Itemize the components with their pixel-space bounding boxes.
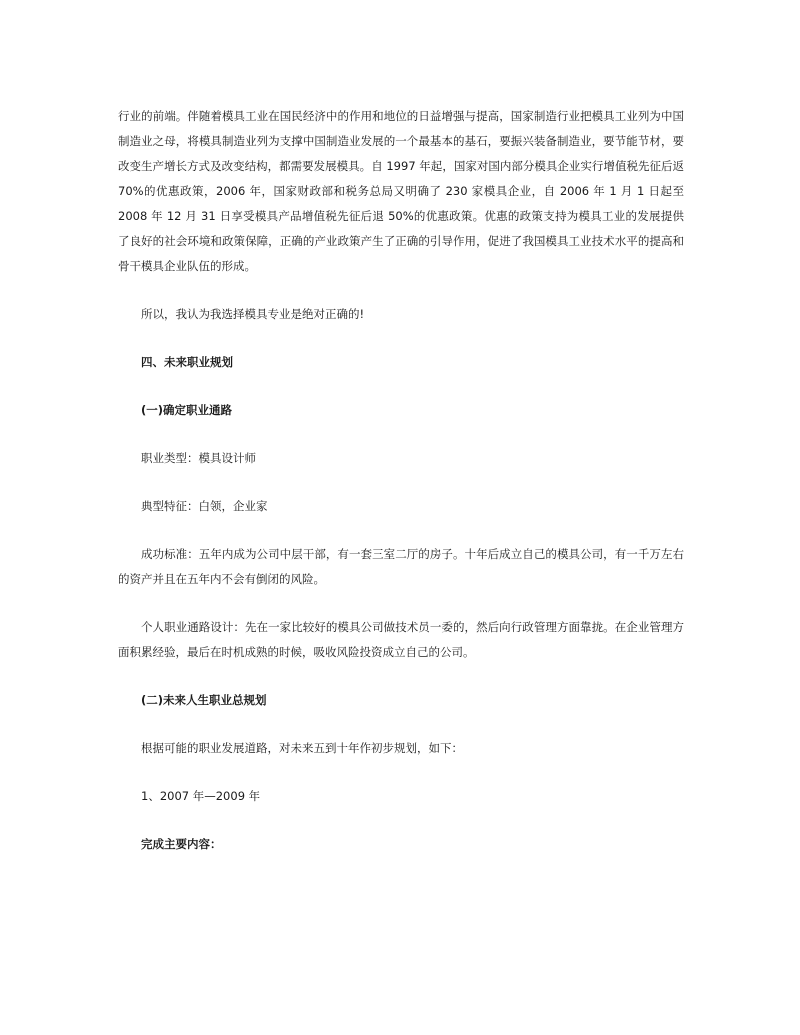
document-page bbox=[118, 104, 684, 857]
paragraph-success-criteria: 成功标准：五年内成为公司中层干部，有一套三室二厅的房子。十年后成立自己的模具公司，有一千万左右的资产并且在五年内不会有倒闭的风险。 bbox=[118, 547, 684, 586]
section-heading-career-plan: 四、未来职业规划 bbox=[141, 355, 233, 369]
paragraph-path-design: 个人职业通路设计：先在一家比较好的模具公司做技术员一委的，然后向行政管理方面靠拢。在企业管理方面积累经验，最后在时机成熟的时候，吸收风险投资成立自己的公司。 bbox=[118, 620, 684, 659]
paragraph-conclusion: 所以，我认为我选择模具专业是绝对正确的! bbox=[141, 307, 365, 321]
paragraph-period-1: 1、2007 年—2009 年 bbox=[141, 789, 261, 803]
paragraph-mold-industry: 行业的前端。伴随着模具工业在国民经济中的作用和地位的日益增强与提高，国家制造行业把模具工业列为中国制造业之母，将模具制造业列为支撑中国制造业发展的一个最基本的基石，要振兴装备制造业，要节能节材，要改变生产增长方式及改变结构，都需要发展模具。自 1997 年起，国家对国内部分模具企业实行增值税先征后返 70%的优惠政策，2006 年，国家财政部和税务总局又明确了 230 家模具企业，自 2006 年 1 月 1 日起至 2008 年 12 月 31 日享受模具产品增值税先征后退 50%的优惠政策。优惠的政策支持为模具工业的发展提供了良好的社会环境和政策保障，正确的产业政策产生了正确的引导作用，促进了我国模具工业技术水平的提高和骨干模具企业队伍的形成。 bbox=[118, 109, 684, 273]
paragraph-career-type: 职业类型：模具设计师 bbox=[141, 451, 256, 465]
paragraph-typical-features: 典型特征：白领，企业家 bbox=[141, 499, 268, 513]
paragraph-plan-intro: 根据可能的职业发展道路，对未来五到十年作初步规划，如下： bbox=[141, 741, 463, 755]
subheading-main-content: 完成主要内容： bbox=[141, 837, 222, 851]
subheading-overall-plan: (二)未来人生职业总规划 bbox=[141, 693, 267, 707]
subheading-career-path: (一)确定职业通路 bbox=[141, 403, 233, 417]
